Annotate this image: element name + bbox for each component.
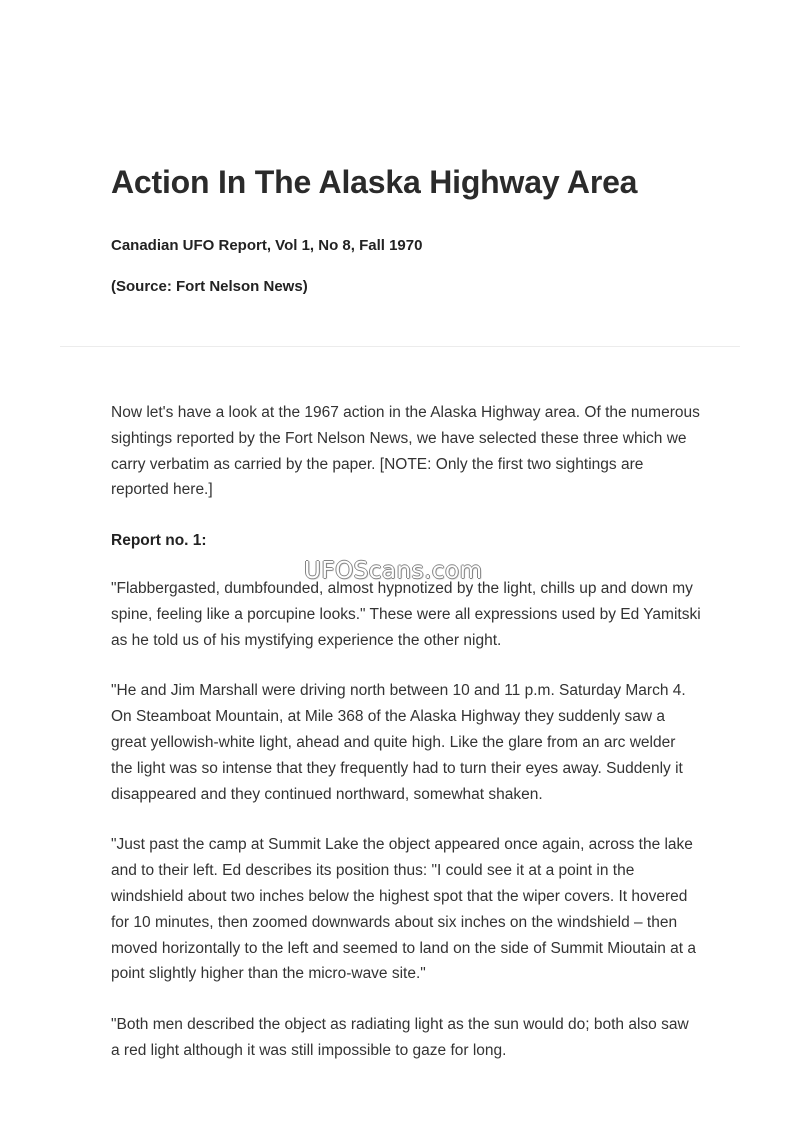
article-header: [111, 160, 731, 297]
body-paragraph: "He and Jim Marshall were driving north between 10 and 11 p.m. Saturday March 4. On Steamboat Mountain, at Mile 368 of the Alaska Highway they suddenly saw a great yellowish-white light, ahead and quite high. Like the glare from an arc welder the light was so intense that they frequently had to turn their eyes away. Suddenly it disappeared and they continued northward, somewhat shaken.: [111, 682, 686, 803]
report-heading: Report no. 1:: [111, 532, 207, 550]
body-paragraph: "Flabbergasted, dumbfounded, almost hypnotized by the light, chills up and down my spine, feeling like a porcupine looks." These were all expressions used by Ed Yamitski as he told us of his mystifying experience the other night.: [111, 579, 701, 649]
body-paragraph: "Both men described the object as radiating light as the sun would do; both also saw a red light although it was still impossible to gaze for long.: [111, 1016, 689, 1059]
intro-paragraph: Now let's have a look at the 1967 action in the Alaska Highway area. Of the numerous sightings reported by the Fort Nelson News, we have selected these three which we carry verbatim as carried by the paper. [NOTE: Only the first two sightings are reported here.]: [111, 404, 700, 499]
site-watermark: UFOScans.com: [304, 558, 483, 584]
header-divider: [60, 346, 740, 347]
article-body: [111, 400, 701, 1089]
body-paragraph: "Just past the camp at Summit Lake the object appeared once again, across the lake and to their left. Ed describes its position thus: "I could see it at a point in the windshield about two inches below the highest spot that the wiper covers. It hovered for 10 minutes, then zoomed downwards about six inches on the windshield – then moved horizontally to the left and seemed to land on the side of Summit Mioutain at a point slightly higher than the micro-wave site.": [111, 836, 697, 983]
page-title: Action In The Alaska Highway Area: [111, 164, 638, 200]
source-line: (Source: Fort Nelson News): [111, 278, 308, 295]
publication-subtitle: Canadian UFO Report, Vol 1, No 8, Fall 1970: [111, 237, 423, 254]
